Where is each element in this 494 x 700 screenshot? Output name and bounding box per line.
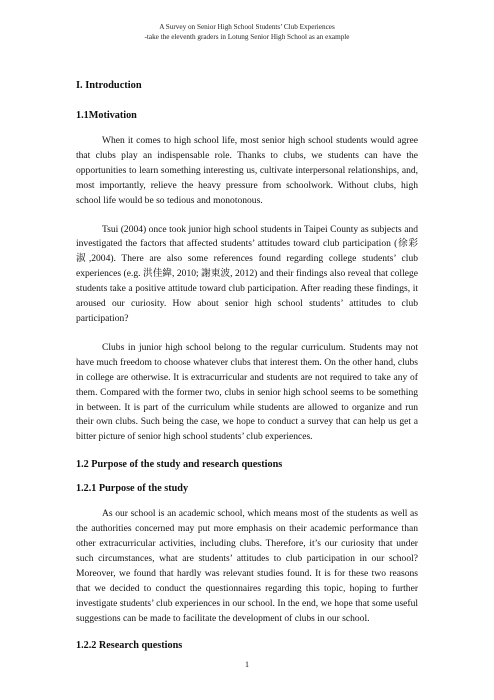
paragraph-motivation-1: When it comes to high school life, most senior high school students would agree that clubs play an indispensable role. Thanks to clubs, we students can have the opportunities to learn something interesting us, cultivate interpersonal relationships, and, most importantly, relieve the heavy pressure from schoolwork. Without clubs, high school life would be so tedious and monotonous. (76, 135, 418, 206)
header-title-line-2: -take the eleventh graders in Lotung Senior High School as an example (144, 33, 350, 41)
main-content (76, 80, 418, 664)
paragraph-purpose-1: As our school is an academic school, which means most of the students as well as the authorities concerned may put more emphasis on their academic performance than other extracurricular activities, including clubs. Therefore, it’s our curiosity that under such circumstances, what are students’ attitudes to club participation in our school? Moreover, we found that hardly was relevant studies found. It is for these two reasons that we decided to conduct the questionnaires regarding this topic, hoping to further investigate students’ club experiences in our school. In the end, we hope that some useful suggestions can be made to facilitate the development of clubs in our school. (76, 508, 418, 624)
paragraph-motivation-2: Tsui (2004) once took junior high school students in Taipei County as subjects and investigated the factors that affected students’ attitudes toward club participation (徐彩淑,2004). There are also some references found regarding college students’ club experiences (e.g. 洪佳緯, 2010; 謝東波, 2012) and their findings also reveal that college students take a positive attitude toward club participation. After reading these findings, it aroused our curiosity. How about senior high school students’ attitudes to club participation? (76, 223, 418, 324)
subsection-heading-purpose: 1.2 Purpose of the study and research questions (76, 459, 283, 471)
subsection-heading-motivation: 1.1Motivation (76, 110, 137, 121)
subsubsection-heading-research-questions: 1.2.2 Research questions (76, 640, 183, 652)
paragraph-motivation-3: Clubs in junior high school belong to the regular curriculum. Students may not have much freedom to choose whatever clubs that interest them. On the other hand, clubs in college are otherwise. It is extracurricular and students are not required to take any of them. Compared with the former two, clubs in senior high school seems to be something in between. It is part of the curriculum while students are allowed to organize and run their own clubs. Such being the case, we hope to conduct a survey that can help us get a bitter picture of senior high school students’ club experiences. (76, 341, 418, 443)
running-header (0, 22, 494, 42)
section-heading-introduction: I. Introduction (76, 80, 142, 91)
page-number: 1 (245, 660, 249, 669)
subsubsection-heading-purpose: 1.2.1 Purpose of the study (76, 483, 189, 495)
header-title-line-1: A Survey on Senior High School Students’ Club Experiences (159, 23, 335, 31)
